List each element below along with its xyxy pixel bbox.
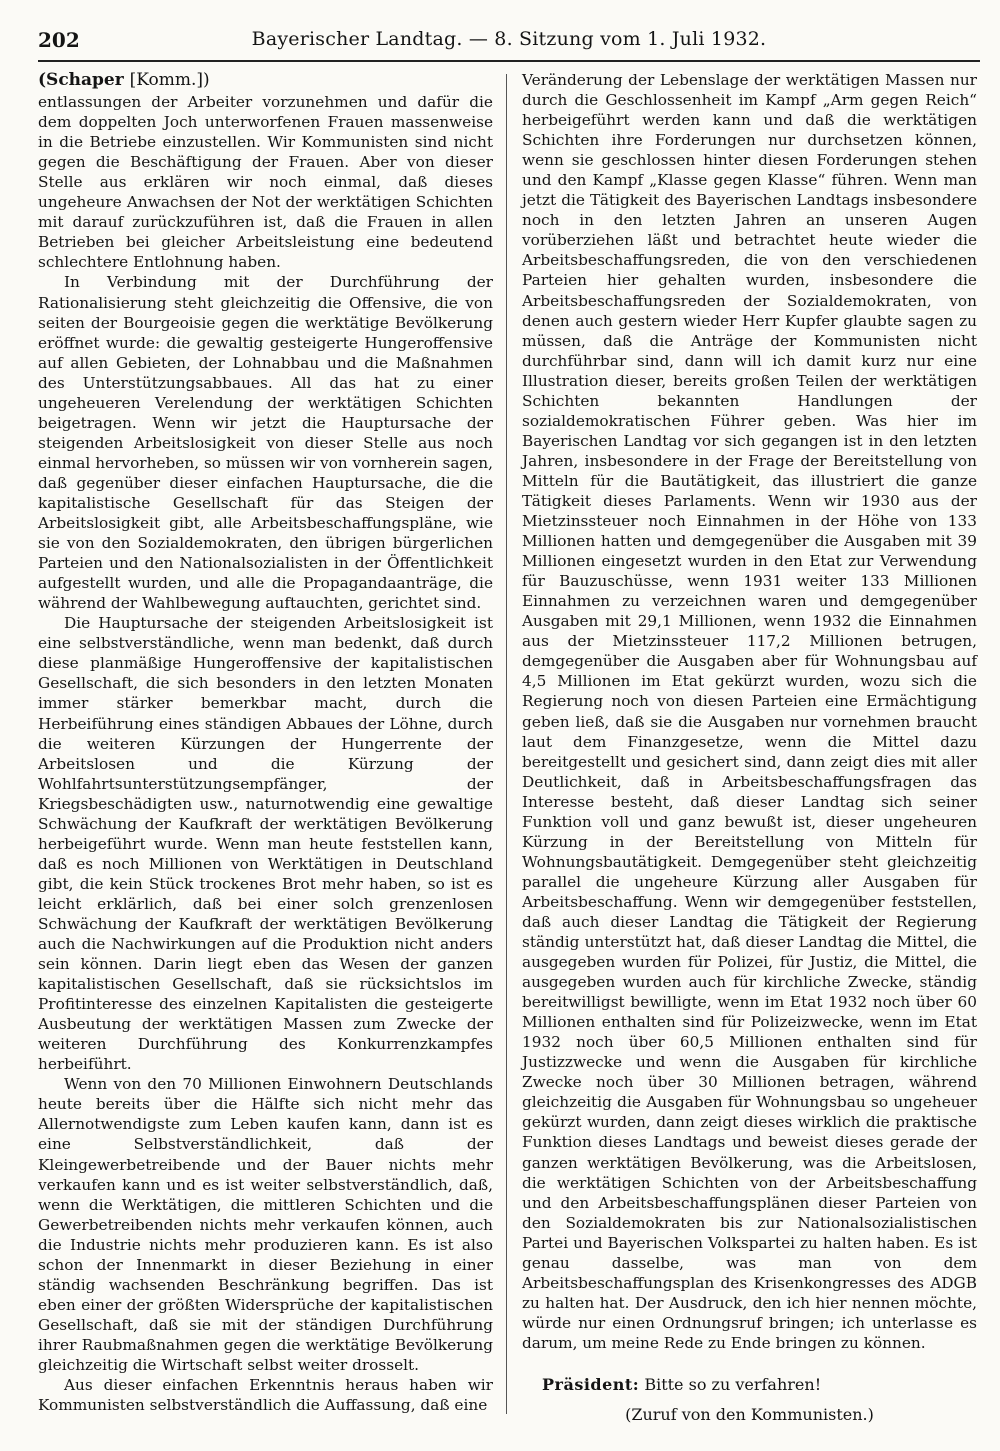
left-column bbox=[38, 70, 493, 1415]
paragraph: Wenn von den 70 Millionen Einwohnern Deutschlands heute bereits über die Hälfte sich nicht mehr das Allernotwendigste zum Leben kaufen kann, dann ist es eine Selbstverständlichkeit, daß der Kleingewerbetreibende und der Bauer nichts mehr verkaufen kann und es ist weiter selbstverständlich, daß, wenn die Werktätigen, die mittleren Schichten und die Gewerbetreibenden nichts mehr verkaufen können, auch die Industrie nichts mehr produzieren kann. Es ist also schon der Innenmarkt in dieser Beziehung in einer ständig wachsenden Beschränkung begriffen. Das ist eben einer der größten Widersprüche der kapitalistischen Gesellschaft, daß sie mit der ständigen Durchführung ihrer Raubmaßnahmen gegen die werktätige Bevölkerung gleichzeitig die Wirtschaft selbst weiter drosselt. bbox=[38, 1075, 493, 1374]
speaker-name: (Schaper bbox=[38, 70, 124, 90]
page-number: 202 bbox=[38, 28, 80, 52]
column-divider bbox=[506, 74, 507, 1414]
speaker-label bbox=[38, 70, 493, 90]
document-page bbox=[38, 26, 980, 1426]
president-text: Bitte so zu verfahren! bbox=[644, 1375, 822, 1394]
header-title: Bayerischer Landtag. — 8. Sitzung vom 1. Juli 1932. bbox=[251, 28, 767, 50]
right-column bbox=[522, 70, 977, 1425]
paragraph: Veränderung der Lebenslage der werktätigen Massen nur durch die Geschlossenheit im Kampf „Arm gegen Reich“ herbeigeführt werden kann und daß die werktätigen Schichten ihre Forderungen nur durchsetzen können, wenn sie geschlossen hinter diesen Forderungen stehen und den Kampf „Klasse gegen Klasse“ führen. Wenn man jetzt die Tätigkeit des Bayerischen Landtags insbesondere noch in den letzten Jahren an unseren Augen vorüberziehen läßt und betrachtet heute wieder die Arbeitsbeschaffungsreden, die von den verschiedenen Parteien hier gehalten wurden, insbesondere die Arbeitsbeschaffungsreden der Sozialdemokraten, von denen auch gestern wieder Herr Kupfer glaubte sagen zu müssen, daß die Anträge der Kommunisten nicht durchführbar sind, dann will ich damit kurz nur eine Illustration dieser, bereits großen Teilen der werktätigen Schichten bekannten Handlungen der sozialdemokratischen Führer geben. Was hier im Bayerischen Landtag vor sich gegangen ist in den letzten Jahren, insbesondere in der Frage der Bereitstellung von Mitteln für die Bautätigkeit, das illustriert die ganze Tätigkeit dieses Parlaments. Wenn wir 1930 aus der Mietzinssteuer noch Einnahmen in der Höhe von 133 Millionen hatten und demgegenüber die Ausgaben mit 39 Millionen eingesetzt wurden in den Etat zur Verwendung für Bauzuschüsse, wenn 1931 weiter 133 Millionen Einnahmen zu verzeichnen waren und demgegenüber Ausgaben mit 29,1 Millionen, wenn 1932 die Einnahmen aus der Mietzinssteuer 117,2 Millionen betrugen, demgegenüber die Ausgaben aber für Wohnungsbau auf 4,5 Millionen im Etat gekürzt wurden, wozu sich die Regierung noch von diesen Parteien eine Ermächtigung geben ließ, daß sie die Ausgaben nur vornehmen braucht laut dem Finanzgesetze, wenn die Mittel dazu bereitgestellt und gesichert sind, dann zeigt dies mit aller Deutlichkeit, daß in Arbeitsbeschaffungsfragen das Interesse besteht, daß dieser Landtag sich seiner Funktion voll und ganz bewußt ist, dieser ungeheuren Kürzung in der Bereitstellung von Mitteln für Wohnungsbautätigkeit. Demgegenüber steht gleichzeitig parallel die ungeheure Kürzung aller Ausgaben für Arbeitsbeschaffung. Wenn wir demgegenüber feststellen, daß auch dieser Landtag die Tätigkeit der Regierung ständig unterstützt hat, daß dieser Landtag die Mittel, die ausgegeben wurden für Polizei, für Justiz, die Mittel, die ausgegeben wurden auch für kirchliche Zwecke, ständig bereitwilligst bewilligte, wenn im Etat 1932 noch über 60 Millionen enthalten sind für Polizeizwecke, wenn im Etat 1932 noch über 60,5 Millionen enthalten sind für Justizzwecke und wenn die Ausgaben für kirchliche Zwecke noch über 30 Millionen betragen, während gleichzeitig die Ausgaben für Wohnungsbau so ungeheuer gekürzt wurden, dann zeigt dieses wirklich die praktische Funktion dieses Landtags und beweist dieses gerade der ganzen werktätigen Bevölkerung, was die Arbeitslosen, die werktätigen Schichten von der Arbeitsbeschaffung und den Arbeitsbeschaffungsplänen dieser Parteien von den Sozialdemokraten bis zur Nationalsozialistischen Partei und Bayerischen Volkspartei zu halten haben. Es ist genau dasselbe, was man von dem Arbeitsbeschaffungsplan des Krisenkongresses des ADGB zu halten hat. Der Ausdruck, den ich hier nennen möchte, würde nur einen Ordnungsruf bringen; ich unterlasse es darum, um meine Rede zu Ende bringen zu können. bbox=[522, 71, 977, 1352]
paragraph: Aus dieser einfachen Erkenntnis heraus haben wir Kommunisten selbstverständlich die Auffassung, daß eine bbox=[38, 1376, 493, 1415]
interjection: (Zuruf von den Kommunisten.) bbox=[625, 1405, 874, 1425]
running-header bbox=[38, 26, 980, 60]
paragraph: entlassungen der Arbeiter vorzunehmen und dafür die dem doppelten Joch unterworfenen Frauen massenweise in die Betriebe einzustellen. Wir Kommunisten sind nicht gegen die Beschäftigung der Frauen. Aber von dieser Stelle aus erklären wir noch einmal, daß dieses ungeheure Anwachsen der Not der werktätigen Schichten mit darauf zurückzuführen ist, daß die Frauen in allen Betrieben bei gleicher Arbeitsleistung eine bedeutend schlechtere Entlohnung haben. bbox=[38, 93, 493, 272]
president-name: Präsident: bbox=[542, 1375, 640, 1394]
president-remark bbox=[522, 1375, 977, 1395]
speaker-party: [Komm.]) bbox=[129, 70, 210, 90]
header-rule bbox=[38, 60, 980, 62]
paragraph: Die Hauptursache der steigenden Arbeitslosigkeit ist eine selbstverständliche, wenn man bedenkt, daß durch diese planmäßige Hungeroffensive der kapitalistischen Gesellschaft, die sich besonders in den letzten Monaten immer stärker bemerkbar macht, durch die Herbeiführung eines ständigen Abbaues der Löhne, durch die weiteren Kürzungen der Hungerrente der Arbeitslosen und die Kürzung der Wohlfahrtsunterstützungsempfänger, der Kriegsbeschädigten usw., naturnotwendig eine gewaltige Schwächung der Kaufkraft der werktätigen Bevölkerung herbeigeführt wurde. Wenn man heute feststellen kann, daß es noch Millionen von Werktätigen in Deutschland gibt, die kein Stück trockenes Brot mehr haben, so ist es leicht erklärlich, daß bei einer solch grenzenlosen Schwächung der Kaufkraft der werktätigen Bevölkerung auch die Nachwirkungen auf die Produktion nicht anders sein können. Darin liegt eben das Wesen der ganzen kapitalistischen Gesellschaft, daß sie rücksichtslos im Profitinteresse des einzelnen Kapitalisten die gesteigerte Ausbeutung der werktätigen Massen zum Zwecke der weiteren Durchführung des Konkurrenzkampfes herbeiführt. bbox=[38, 614, 493, 1074]
paragraph: In Verbindung mit der Durchführung der Rationalisierung steht gleichzeitig die Offensive, die von seiten der Bourgeoisie gegen die werktätige Bevölkerung eröffnet wurde: die gewaltig gesteigerte Hungeroffensive auf allen Gebieten, der Lohnabbau und die Maßnahmen des Unterstützungsabbaues. All das hat zu einer ungeheueren Verelendung der werktätigen Schichten beigetragen. Wenn wir jetzt die Hauptursache der steigenden Arbeitslosigkeit von dieser Stelle aus noch einmal hervorheben, so müssen wir von vornherein sagen, daß gegenüber dieser einfachen Hauptursache, die die kapitalistische Gesellschaft für das Steigen der Arbeitslosigkeit gibt, alle Arbeitsbeschaffungspläne, wie sie von den Sozialdemokraten, den übrigen bürgerlichen Parteien und den Nationalsozialisten in der Öffentlichkeit aufgestellt wurden, und alle die Propagandaanträge, die während der Wahlbewegung auftauchten, gerichtet sind. bbox=[38, 273, 493, 613]
